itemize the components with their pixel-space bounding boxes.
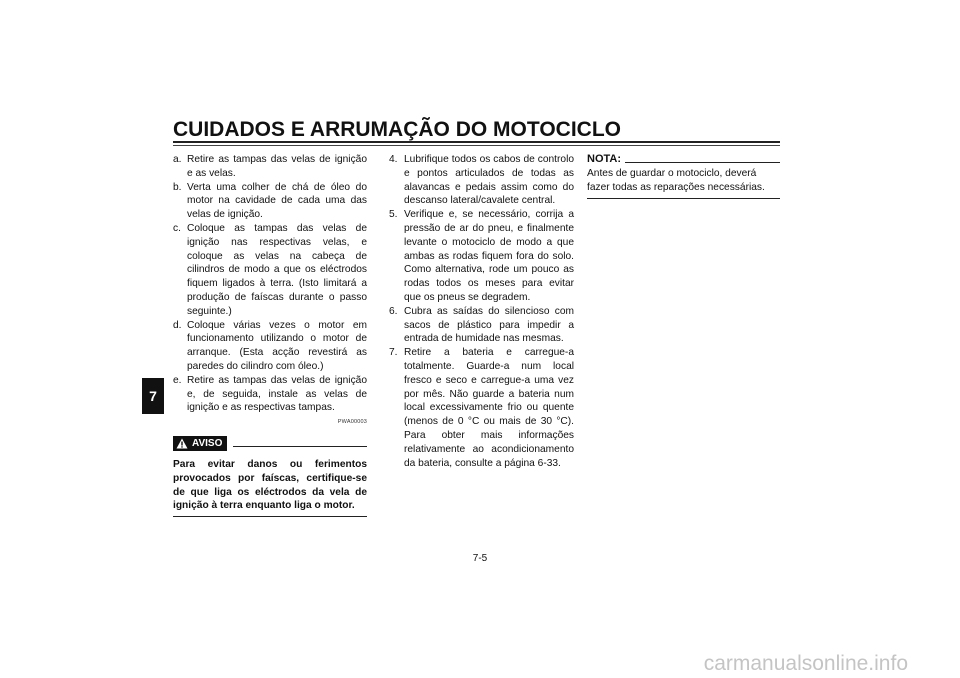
column-2 [389,153,574,470]
list-item [173,374,367,415]
list-item [389,208,574,305]
list-marker: a. [173,154,182,165]
list-text: Verta uma colher de chá de óleo do motor na cavidade de cada uma das velas de ignição. [187,181,367,221]
list-marker: 4. [389,154,398,165]
title-rule-thin [173,145,780,146]
warning-label: AVISO [192,438,223,450]
list-item [173,319,367,374]
column-3 [587,153,780,199]
list-marker: 6. [389,305,398,317]
warning-badge [173,436,227,451]
title-rule [173,141,780,143]
reference-code: PWA00003 [337,419,367,426]
warning-header [173,436,367,452]
list-text: Retire as tampas das velas de ignição e, de seguida, instale as velas de ignição e as respectivas tampas. [187,374,367,414]
list-text: Cubra as saídas do silencioso com sacos de plástico para impedir a entrada de humidade nas mesmas. [404,305,574,345]
list-text: Retire a bateria e carregue-a totalmente. Guarde-a num local fresco e seco e carregue-a uma vez por mês. Não guarde a bateria num local excessivamente frio ou quente (menos de 0 °C ou mais de 30 °C). Para obter mais informações relativamente ao acondicionamento da bateria, consulte a página 6-33. [404,347,574,469]
warning-header-rule [233,446,367,447]
list-text: Coloque várias vezes o motor em funcionamento utilizando o motor de arranque. (Esta acção revestirá as paredes do cilindro com óleo.) [187,319,367,372]
warning-triangle-icon [176,438,188,449]
list-marker: d. [173,319,182,331]
list-marker: 7. [389,347,398,359]
list-text: Lubrifique todos os cabos de controlo e pontos articulados de todas as alavancas e pedais assim como do descanso lateral/cavalete central. [404,154,574,207]
list-item [173,181,367,222]
watermark: carmanualsonline.info [703,652,908,675]
list-item [389,346,574,470]
list-item [389,305,574,346]
note-text: Antes de guardar o motociclo, deverá fazer todas as reparações necessárias. [587,168,765,193]
list-text: Verifique e, se necessário, corrija a pressão de ar do pneu, e finalmente levante o motociclo de modo a que ambas as rodas fiquem fora do solo. Como alternativa, rode um pouco as rodas todos os meses para evitar que os pneus se degradem. [404,209,574,303]
warning-bottom-rule [173,516,367,517]
list-item [173,222,367,319]
list-text: Retire as tampas das velas de ignição e as velas. [187,154,367,179]
note-header-rule [625,162,780,163]
note-header [587,153,780,165]
column-1 [173,153,367,517]
page-number: 7-5 [472,553,488,564]
chapter-tab: 7 [142,378,164,414]
warning-text: Para evitar danos ou ferimentos provocados por faíscas, certifique-se de que liga os eléctrodos da vela de ignição à terra enquanto liga o motor. [173,458,367,512]
list-marker: e. [173,374,182,386]
note-bottom-rule [587,198,780,199]
step-list-numbers [389,153,574,470]
list-item [389,153,574,208]
list-marker: 5. [389,209,398,221]
list-marker: b. [173,181,182,193]
step-list-letters [173,153,367,415]
list-text: Coloque as tampas das velas de ignição nas respectivas velas, e coloque as velas na cabeça de cilindros de modo a que os eléctrodos fiquem ligados à terra. (Isto limitará a produção de faíscas durante o passo seguinte.) [187,222,367,317]
list-marker: c. [173,222,181,234]
page-title: CUIDADOS E ARRUMAÇÃO DO MOTOCICLO [173,118,621,141]
note-label: NOTA: [587,153,622,165]
list-item [173,153,367,181]
